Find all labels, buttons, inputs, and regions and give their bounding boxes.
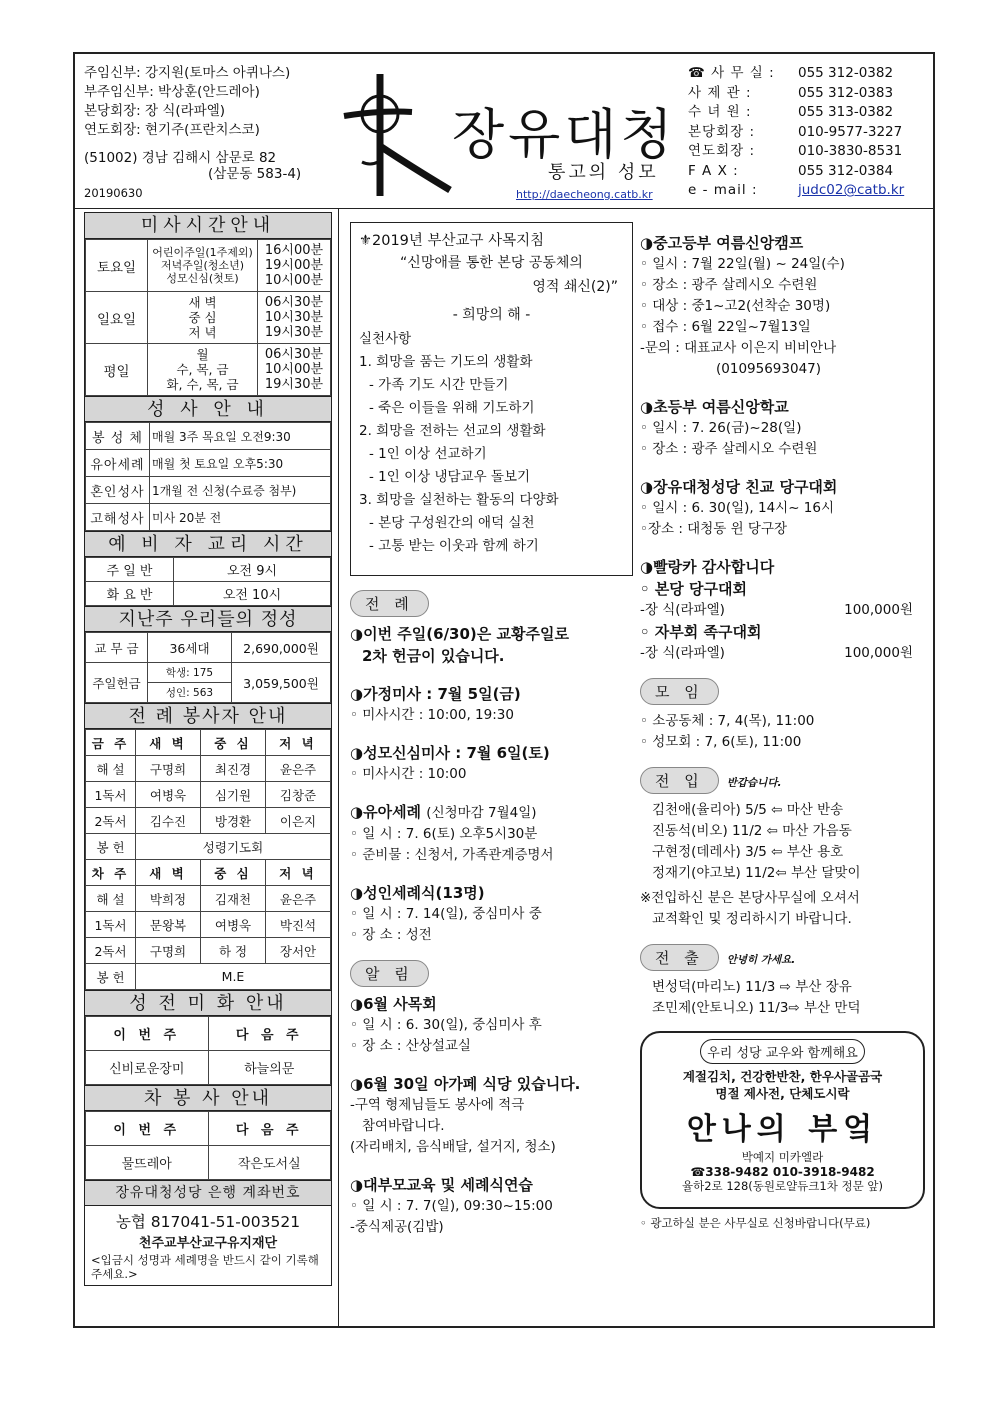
table-row: 1독서 여병욱 심기원 김창준 (86, 782, 331, 808)
table-row: 교 무 금 36세대 2,690,000원 (86, 633, 331, 663)
email-link[interactable]: judc02@catb.kr (798, 182, 905, 198)
liturgy-servers-title: 전 례 봉사자 안내 (85, 703, 331, 729)
contact-row: e - mail : judc02@catb.kr (688, 181, 928, 201)
pastor-line: 주임신부: 강지원(토마스 아퀴나스) (84, 65, 291, 81)
cross-logo-icon (340, 66, 456, 202)
table-row: 해 설 박희정 김재천 윤은주 (86, 886, 331, 912)
car-service-title: 차 봉 사 안내 (85, 1085, 331, 1111)
table-row: 물뜨레아 작은도서실 (86, 1146, 331, 1180)
yeondo-president-line: 연도회장: 현기주(프란치스코) (84, 122, 260, 138)
table-row: 차 주 새 벽 중 심 저 녁 (86, 860, 331, 886)
notice-badge: 알 림 (350, 960, 429, 987)
offering-table (85, 632, 331, 703)
diocese-emblem-icon: ⚜ (359, 233, 372, 249)
advertisement-box: 우리 성당 교우와 함께해요 계절김치, 건강한반찬, 한우사골곰국 명절 제사전, 단체도시락 안나의 부엌 박예지 미카엘라 ☎338-9482 010-3918-9482 율하2로 128(동원로얄듀크1차 정문 앞) (640, 1031, 925, 1209)
bulletin-title: 장유대청 (452, 103, 677, 166)
table-row: 화 요 반 오전 10시 (86, 582, 331, 606)
liturgy-badge: 전 례 (350, 590, 429, 617)
bank-info (85, 1206, 331, 1285)
table-row: 이 번 주 다 음 주 (86, 1017, 331, 1051)
flower-title: 성 전 미 화 안내 (85, 990, 331, 1016)
table-row: 2독서 구명희 하 정 장서안 (86, 938, 331, 964)
transfer-out-badge: 전 출 (640, 944, 719, 971)
middle-column: ⚜2019년 부산교구 사목지침 “신망애를 통한 본당 공동체의 영적 쇄신(2)” - 희망의 해 - 실천사항 1. 희망을 품는 기도의 생활화 - 가족 기도 시간 만들기 - 죽은 이들을 위해 기도하기 2. 희망을 전하는 선교의 생활화 - 1인 이상 선교하기 - 1인 이상 냉담교우 돌보기 3. 희망을 실천하는 활동의 다양화 - 본당 구성원간의 애덕 실천 - 고통 받는 이웃과 함께 하기 전 례 ◑이번 주일(6/30)은 교황주일로 2차 헌금이 있습니다. ◑가정미사 : 7월 5일(금) ◦ 미사시간 : 10:00, 19:30 ◑성모신심미사 : 7월 6일(토) ◦ 미사시간 : 10:00 ◑유아세례 (신청마감 7월4일) ◦ 일 시 : 7. 6(토) 오후5시30분 ◦ 준비물 : 신청서, 가족관계증명서 ◑성인세례식(13명) ◦ 일 시 : 7. 14(일), 중심미사 중 ◦ 장 소 : 성전 알 림 ◑6월 사목회 ◦ 일 시 : 6. 30(일), 중심미사 후 ◦ 장 소 : 산상설교실 ◑6월 30일 아가페 식당 있습니다. -구역 형제님들도 봉사에 적극 참여바랍니다. (자리배치, 음식배달, 설거지, 청소) ◑대부모교육 및 세례식연습 ◦ 일 시 : 7. 7(일), 09:30~15:00 -중식제공(김밥) (350, 222, 633, 1238)
flower-table (85, 1016, 331, 1085)
offering-title: 지난주 우리들의 정성 (85, 606, 331, 632)
homepage-link[interactable]: http://daecheong.catb.kr (516, 188, 653, 201)
sacrament-title: 성 사 안 내 (85, 396, 331, 422)
table-row: 해 설 구명희 최진경 윤은주 (86, 756, 331, 782)
sidebar (84, 212, 332, 1286)
table-row: 봉 헌 성령기도회 (86, 834, 331, 860)
table-row: 이 번 주 다 음 주 (86, 1112, 331, 1146)
table-row: 토요일 어린이주일(1주제외) 저녁주일(청소년) 성모신심(첫토) 16시00분 19시00분 10시00분 (86, 240, 331, 292)
pastoral-title: ⚜2019년 부산교구 사목지침 (359, 233, 545, 249)
meeting-badge: 모 임 (640, 678, 719, 705)
bulletin-subtitle: 통고의 성모 (548, 162, 659, 183)
bank-holder: 천주교부산교구유지재단 (138, 1236, 278, 1251)
catechism-title: 예 비 자 교리 시간 (85, 531, 331, 557)
contact-row: 사 제 관 : 055 312-0383 (688, 84, 894, 101)
bank-note: <입금시 성명과 세례명을 반드시 같이 기록해 주세요.> (91, 1253, 319, 1281)
contact-list (688, 64, 928, 201)
header-divider (73, 208, 935, 209)
assistant-pastor-line: 부주임신부: 박상훈(안드레아) (84, 84, 260, 100)
contact-row: F A X : 055 312-0384 (688, 162, 894, 179)
contact-row: 수 녀 원 : 055 313-0382 (688, 104, 894, 120)
car-service-table (85, 1111, 331, 1180)
contact-row: 본당회장 : 010-9577-3227 (688, 123, 903, 140)
table-row: 금 주 새 벽 중 심 저 녁 (86, 730, 331, 756)
table-row: 봉 성 체 매월 3주 목요일 오전9:30 (86, 423, 331, 450)
parish-president-line: 본당회장: 장 식(라파엘) (84, 103, 226, 119)
mass-schedule-table (85, 239, 331, 396)
table-row: 일요일 새 벽 중 심 저 녁 06시30분 10시30분 19시30분 (86, 292, 331, 344)
table-row: 2독서 김수진 방경환 이은지 (86, 808, 331, 834)
transfer-in-badge: 전 입 (640, 767, 719, 794)
table-row: 봉 헌 M.E (86, 964, 331, 990)
mass-schedule-title: 미사시간안내 (85, 213, 331, 239)
address: (51002) 경남 김해시 삼문로 82 (삼문동 583-4) (84, 150, 302, 182)
table-row: 1독서 문왕복 여병욱 박진석 (86, 912, 331, 938)
table-row: 평일 월 수, 목, 금 화, 수, 목, 금 06시30분 10시00분 19시30분 (86, 344, 331, 396)
issue-date: 20190630 (84, 186, 143, 200)
table-row: 혼인성사 1개월 전 신청(수료증 첨부) (86, 477, 331, 504)
right-column: ◑중고등부 여름신앙캠프 ◦ 일시 : 7월 22일(월) ~ 24일(수) ◦ 장소 : 광주 살레시오 수련원 ◦ 대상 : 중1~고2(선착순 30명) ◦ 접수 : 6월 22일~7월13일 -문의 : 대표교사 이은지 비비안나 (01095693047) ◑초등부 여름신앙학교 ◦ 일시 : 7. 26(금)~28(일) ◦ 장소 : 광주 살레시오 수련원 ◑장유대청성당 친교 당구대회 ◦ 일시 : 6. 30(일), 14시~ 16시 ◦장소 : 대청동 윈 당구장 ◑빨랑카 감사합니다 ◦ 본당 당구대회 -장 식(라파엘) 100,000원 ◦ 자부회 족구대회 -장 식(라파엘) 100,000원 모 임 ◦ 소공동체 : 7, 4(목), 11:00 ◦ 성모회 : 7, 6(토), 11:00 전 입 반갑습니다. 김천애(율리아) 5/5 ⇦ 마산 반송 진동석(비오) 11/2 ⇦ 마산 가음동 구현정(데레사) 3/5 ⇦ 부산 용호 정재기(야고보) 11/2⇦ 부산 달맞이 ※전입하신 분은 본당사무실에 오셔서 교적확인 및 정리하시기 바랍니다. 전 출 안녕히 가세요. 변성덕(마리노) 11/3 ⇨ 부산 장유 조민제(안토니오) 11/3⇨ 부산 만덕 우리 성당 교우와 함께해요 계절김치, 건강한반찬, 한우사골곰국 명절 제사전, 단체도시락 안나의 부엌 박예지 미카엘라 ☎338-9482 010-3918-9482 율하2로 128(동원로얄듀크1차 정문 앞) ◦ 광고하실 분은 사무실로 신청바랍니다(무료) (640, 232, 925, 1231)
table-row: 고해성사 미사 20분 전 (86, 504, 331, 531)
table-row: 주일헌금 학생: 175 3,059,500원 (86, 663, 331, 683)
pastoral-guideline-box: ⚜2019년 부산교구 사목지침 “신망애를 통한 본당 공동체의 영적 쇄신(2)” - 희망의 해 - 실천사항 1. 희망을 품는 기도의 생활화 - 가족 기도 시간 만들기 - 죽은 이들을 위해 기도하기 2. 희망을 전하는 선교의 생활화 - 1인 이상 선교하기 - 1인 이상 냉담교우 돌보기 3. 희망을 실천하는 활동의 다양화 - 본당 구성원간의 애덕 실천 - 고통 받는 이웃과 함께 하기 (350, 222, 633, 576)
table-row: 성인: 563 (86, 683, 331, 703)
contact-row: 연도회장 : 010-3830-8531 (688, 143, 903, 159)
bank-title: 장유대청성당 은행 계좌번호 (85, 1180, 331, 1206)
table-row: 신비로운장미 하늘의문 (86, 1051, 331, 1085)
table-row: 주 일 반 오전 9시 (86, 558, 331, 582)
catechism-table (85, 557, 331, 606)
bank-account: 농협 817041-51-003521 (115, 1213, 301, 1231)
column-divider (338, 208, 339, 1328)
clergy-info (84, 64, 344, 203)
table-row: 유아세례 매월 첫 토요일 오후5:30 (86, 450, 331, 477)
sacrament-table (85, 422, 331, 531)
liturgy-servers-table (85, 729, 331, 990)
contact-row: ☎ 사 무 실 : 055 312-0382 (688, 65, 894, 81)
